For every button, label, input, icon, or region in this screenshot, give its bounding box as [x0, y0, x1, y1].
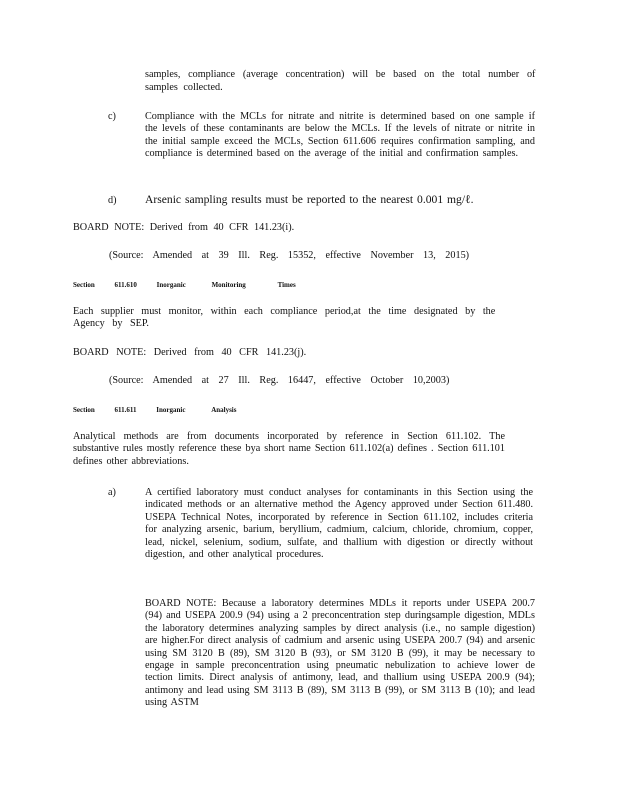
board-note-2: BOARD NOTE: Derived from 40 CFR 141.23(j).	[73, 347, 307, 358]
section-611-611-heading	[73, 406, 236, 414]
section-number: 611.610	[114, 281, 137, 289]
board-note-1: BOARD NOTE: Derived from 40 CFR 141.23(i).	[73, 222, 295, 233]
heading-word-1: Inorganic	[156, 406, 186, 414]
section-611-610-paragraph	[73, 306, 503, 331]
item-d-label: d)	[108, 195, 117, 206]
section-611-610-text: Each supplier must monitor, within each compliance period,at the time designated by the Agency by SEP.	[73, 306, 496, 330]
heading-word-2: Analysis	[211, 406, 237, 414]
block1-line-1: samples, compliance (average concentration) will be based on the total number of	[145, 69, 536, 80]
board-note-3-text: BOARD NOTE: Because a laboratory determines MDLs it reports under USEPA 200.7 (94) and USEPA 200.9 (94) using a 2 preconcentration step duringsample digestion, MDLs the laboratory determines analyzing samples by direct analysis (i.e., no sample digestion) are higher.For direct analysis of cadmium and arsenic using USEPA 200.7 (94) and arsenic using SM 3120 B (89), SM 3120 B (93), or SM 3120 B (99), it may be necessary to engage in sample preconcentration using pneumatic nebulization to achieve lower de tection limits. Direct analysis of antimony, lead, and thallium using USEPA 200.9 (94); antimony and lead using SM 3113 B (89), SM 3113 B (99), or SM 3113 B (10); and lead using ASTM	[145, 598, 535, 709]
section-611-610-heading	[73, 281, 296, 289]
source-note-2: (Source: Amended at 27 Ill. Reg. 16447, effective October 10,2003)	[109, 375, 450, 386]
heading-word-2: Monitoring	[211, 281, 246, 289]
item-a-text	[145, 487, 533, 561]
section-label: Section	[73, 406, 95, 414]
item-a-paragraph: A certified laboratory must conduct analyses for contaminants in this Section using the indicated methods or an alternative method the Agency approved under Section 611.480. USEPA Technical Notes, incorporated by reference in Section 611.102, includes criteria for analyzing arsenic, barium, beryllium, cadmium, calcium, chloride, chromium, copper, lead, nickel, selenium, sodium, sulfate, and thallium with digestion or directly without digestion, and other analytical procedures.	[145, 487, 533, 561]
item-a-label: a)	[108, 487, 116, 498]
block1-line-2: samples collected.	[145, 82, 223, 93]
heading-word-1: Inorganic	[156, 281, 186, 289]
source-note-1: (Source: Amended at 39 Ill. Reg. 15352, effective November 13, 2015)	[109, 250, 470, 261]
item-c-label: c)	[108, 111, 116, 122]
section-611-611-paragraph	[73, 431, 505, 468]
section-611-611-text: Analytical methods are from documents incorporated by reference in Section 611.102. The substantive rules mostly reference these bya short name Section 611.102(a) defines . Section 611.101 defines other abbreviations.	[73, 431, 505, 467]
item-d-text: Arsenic sampling results must be reported to the nearest 0.001 mg/ℓ.	[145, 193, 474, 206]
heading-word-3: Times	[277, 281, 296, 289]
section-number: 611.611	[114, 406, 137, 414]
board-note-3	[145, 598, 535, 710]
item-c-paragraph: Compliance with the MCLs for nitrate and nitrite is determined based on one sample if the levels of these contaminants are below the MCLs. If the levels of nitrate or nitrite in the initial sample exceed the MCLs, Section 611.606 requires confirmation sampling, and compliance is determined based on the average of the initial and confirmation samples.	[145, 111, 535, 160]
section-label: Section	[73, 281, 95, 289]
item-c-text	[145, 111, 535, 161]
